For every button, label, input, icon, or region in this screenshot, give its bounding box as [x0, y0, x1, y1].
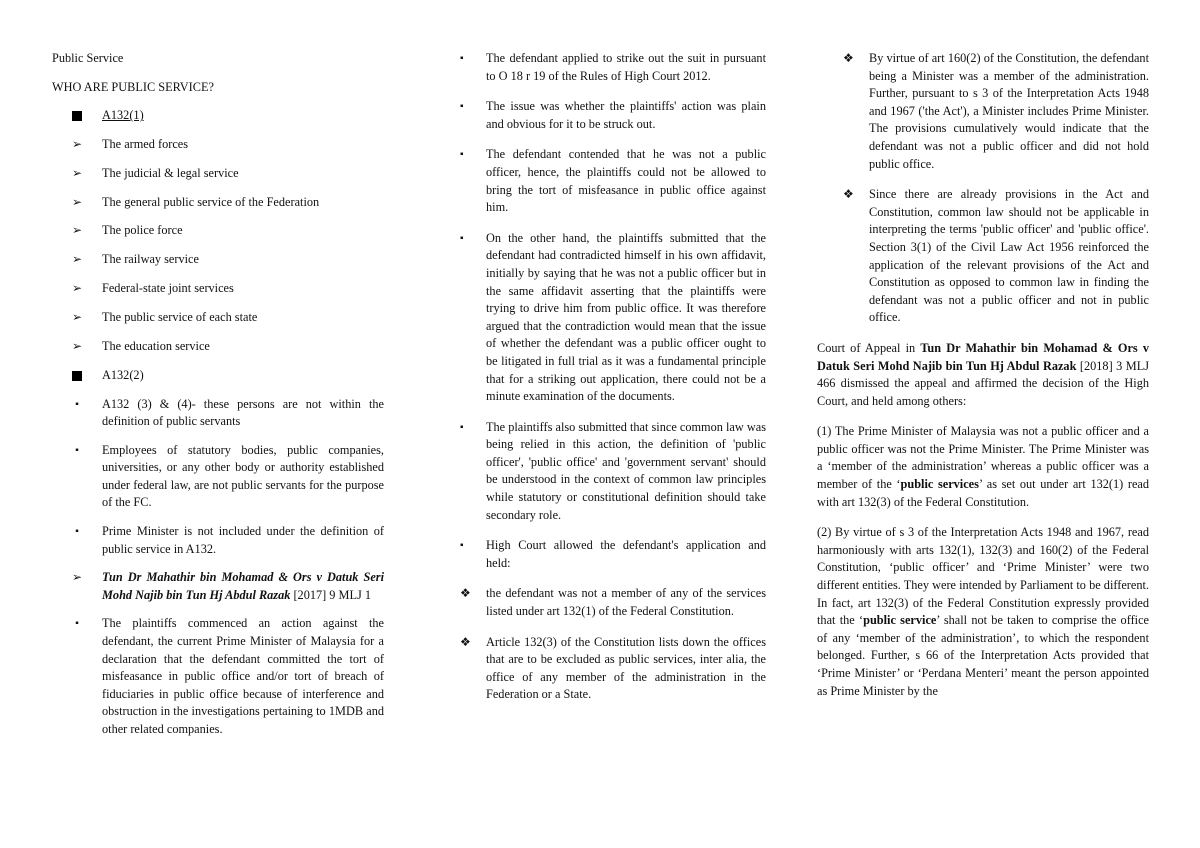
- holding-1: (1) The Prime Minister of Malaysia was not a public officer and a public officer was not the Prime Minister. The Prime Minister was a ‘member of the administration’ whereas a public officer was a member of the ‘public services’ as set out under art 132(1) read with art 132(3) of the Federal Constitution.: [817, 424, 1150, 509]
- list-item: ➢ The public service of each state: [52, 309, 384, 327]
- arrow-bullet-icon: ➢: [71, 136, 83, 151]
- list-item: ➢ The police force: [52, 222, 384, 240]
- square-bullet-icon: [52, 367, 102, 381]
- doc-title: Public Service: [52, 51, 124, 65]
- arrow-bullet-icon: ➢: [71, 310, 83, 325]
- arrow-bullet-icon: ➢: [71, 570, 83, 585]
- held-item: ❖ Since there are already provisions in the Act and Constitution, common law should not be applicable in interpreting the terms 'public officer' and 'public office'. Section 3(1) of the Civil Law Act 1956 reinforced the application of the relevant provisions of the Act and Constitution as opposed to common law in finding the defendant was not a public officer and not in public office.: [817, 186, 1149, 327]
- bullet-icon: ▪: [460, 101, 464, 113]
- bullet-icon: ▪: [75, 618, 79, 630]
- list-item: ▪ The plaintiffs also submitted that since common law was being relied in this action, the definition of 'public officer', 'public office' and 'government servant' should be understood in the context of common law principles while statutory or constitutional definition should take secondary role.: [460, 419, 766, 522]
- list-item: ▪ Prime Minister is not included under the definition of public service in A132.: [52, 523, 384, 558]
- list-item: ➢ The general public service of the Federation: [52, 194, 384, 212]
- case-heading: [52, 569, 384, 604]
- list-item: ▪ A132 (3) & (4)- these persons are not within the definition of public servants: [52, 396, 384, 431]
- section-question: WHO ARE PUBLIC SERVICE?: [52, 79, 214, 94]
- bullet-icon: ▪: [460, 232, 464, 244]
- list-item: ➢ The armed forces: [52, 136, 384, 154]
- column-2: [460, 50, 766, 704]
- arrow-bullet-icon: ➢: [71, 281, 83, 296]
- coa-case-name: Tun Dr Mahathir bin Mohamad & Ors v Datuk Seri Mohd Najib bin Tun Hj Abdul Razak: [817, 340, 1150, 373]
- column-1: [52, 50, 384, 739]
- service-list: [52, 136, 384, 356]
- case-citation: [2017] 9 MLJ 1: [290, 587, 371, 602]
- list-item: ▪ The plaintiffs commenced an action against the defendant, the current Prime Minister of Malaysia for a declaration that the defendant committed the tort of misfeasance in public office and/or tort of breach of fiduciaries in public office because of interference and obstruction in the investigations pertaining to 1MDB and other related companies.: [52, 615, 384, 738]
- held-item: ❖ Article 132(3) of the Constitution lists down the offices that are to be excluded as public services, inter alia, the office of any member of the administration in the Federation or a State.: [460, 634, 766, 702]
- bullet-icon: ▪: [75, 526, 79, 538]
- arrow-bullet-icon: ➢: [71, 165, 83, 180]
- arrow-bullet-icon: ➢: [71, 252, 83, 267]
- list-item: ➢ The judicial & legal service: [52, 165, 384, 183]
- diamond-bullet-icon: ❖: [843, 51, 854, 65]
- list-item: ➢ Federal-state joint services: [52, 280, 384, 298]
- bullet-icon: ▪: [75, 398, 79, 410]
- arrow-bullet-icon: ➢: [71, 194, 83, 209]
- bullet-icon: ▪: [460, 540, 464, 552]
- diamond-bullet-icon: ❖: [843, 187, 854, 202]
- list-item: ▪ The issue was whether the plaintiffs' action was plain and obvious for it to be struck out.: [460, 99, 766, 131]
- heading-a132-2: A132(2): [52, 367, 384, 385]
- arrow-bullet-icon: ➢: [71, 339, 83, 354]
- arrow-bullet-icon: ➢: [71, 223, 83, 238]
- bullet-icon: ▪: [75, 444, 79, 456]
- coa-paragraph: Court of Appeal in Tun Dr Mahathir bin Mohamad & Ors v Datuk Seri Mohd Najib bin Tun Hj Abdul Razak [2018] 3 MLJ 466 dismissed the appeal and affirmed the decision of the High Court, and held among others:: [817, 340, 1150, 408]
- list-item: ▪ The defendant contended that he was not a public officer, hence, the plaintiffs could not be allowed to bring the tort of misfeasance in public office against him.: [460, 147, 766, 215]
- diamond-bullet-icon: ❖: [460, 586, 471, 601]
- bullet-icon: ▪: [460, 149, 464, 161]
- holding-2: (2) By virtue of s 3 of the Interpretation Acts 1948 and 1967, read harmoniously with arts 132(1), 132(3) and 160(2) of the Federal Constitution, ‘public officer’ and ‘Prime Minister’ were two different entities. They were intended by Parliament to be different. In fact, art 132(3) of the Federal Constitution expressly provided that the ‘public service’ shall not be taken to comprise the office of any ‘member of the administration’, to which the respondent belonged. Further, s 66 of the Interpretation Acts provided that ‘Prime Minister’ or ‘Perdana Menteri’ meant the person appointed as Prime Minister by the: [817, 525, 1149, 698]
- held-item: ❖ By virtue of art 160(2) of the Constitution, the defendant being a Minister was a member of the administration. Further, pursuant to s 3 of the Interpretation Acts 1948 and 1967 ('the Act'), a Minister includes Prime Minister. The provisions cumulatively would indicate that the defendant was not a public officer and did not hold public office.: [817, 50, 1149, 173]
- list-item: ➢ The education service: [52, 338, 384, 356]
- column-3: [817, 50, 1149, 700]
- held-item: ❖ the defendant was not a member of any of the services listed under art 132(1) of the Federal Constitution.: [460, 586, 766, 619]
- bullet-icon: ▪: [460, 53, 464, 64]
- list-item: ➢ The railway service: [52, 251, 384, 269]
- list-item: ▪ Employees of statutory bodies, public companies, universities, or any other body or authority established under federal law, are not public servants for the purpose of the FC.: [52, 442, 384, 512]
- list-item: ▪ On the other hand, the plaintiffs submitted that the defendant had contradicted himself in his own affidavit, initially by saying that he was not a public officer but in the same affidavit asserting that the plaintiffs were trying to drive him from public office. It was therefore argued that the contradiction would mean that the issue of whether the defendant was a public officer ought to be litigated in full trial as it was a fundamental principle that for a striking out application, there could not be a minute examination of the documents.: [460, 230, 766, 404]
- heading-a132-1: A132(1): [52, 107, 384, 125]
- case-name: Tun Dr Mahathir bin Mohamad & Ors v Datuk Seri Mohd Najib bin Tun Hj Abdul Razak: [102, 570, 384, 602]
- list-item: ▪ The defendant applied to strike out the suit in pursuant to O 18 r 19 of the Rules of High Court 2012.: [460, 51, 766, 83]
- bullet-icon: ▪: [460, 421, 464, 433]
- list-item: ▪ High Court allowed the defendant's application and held:: [460, 538, 766, 570]
- diamond-bullet-icon: ❖: [460, 634, 471, 649]
- square-bullet-icon: [52, 107, 102, 121]
